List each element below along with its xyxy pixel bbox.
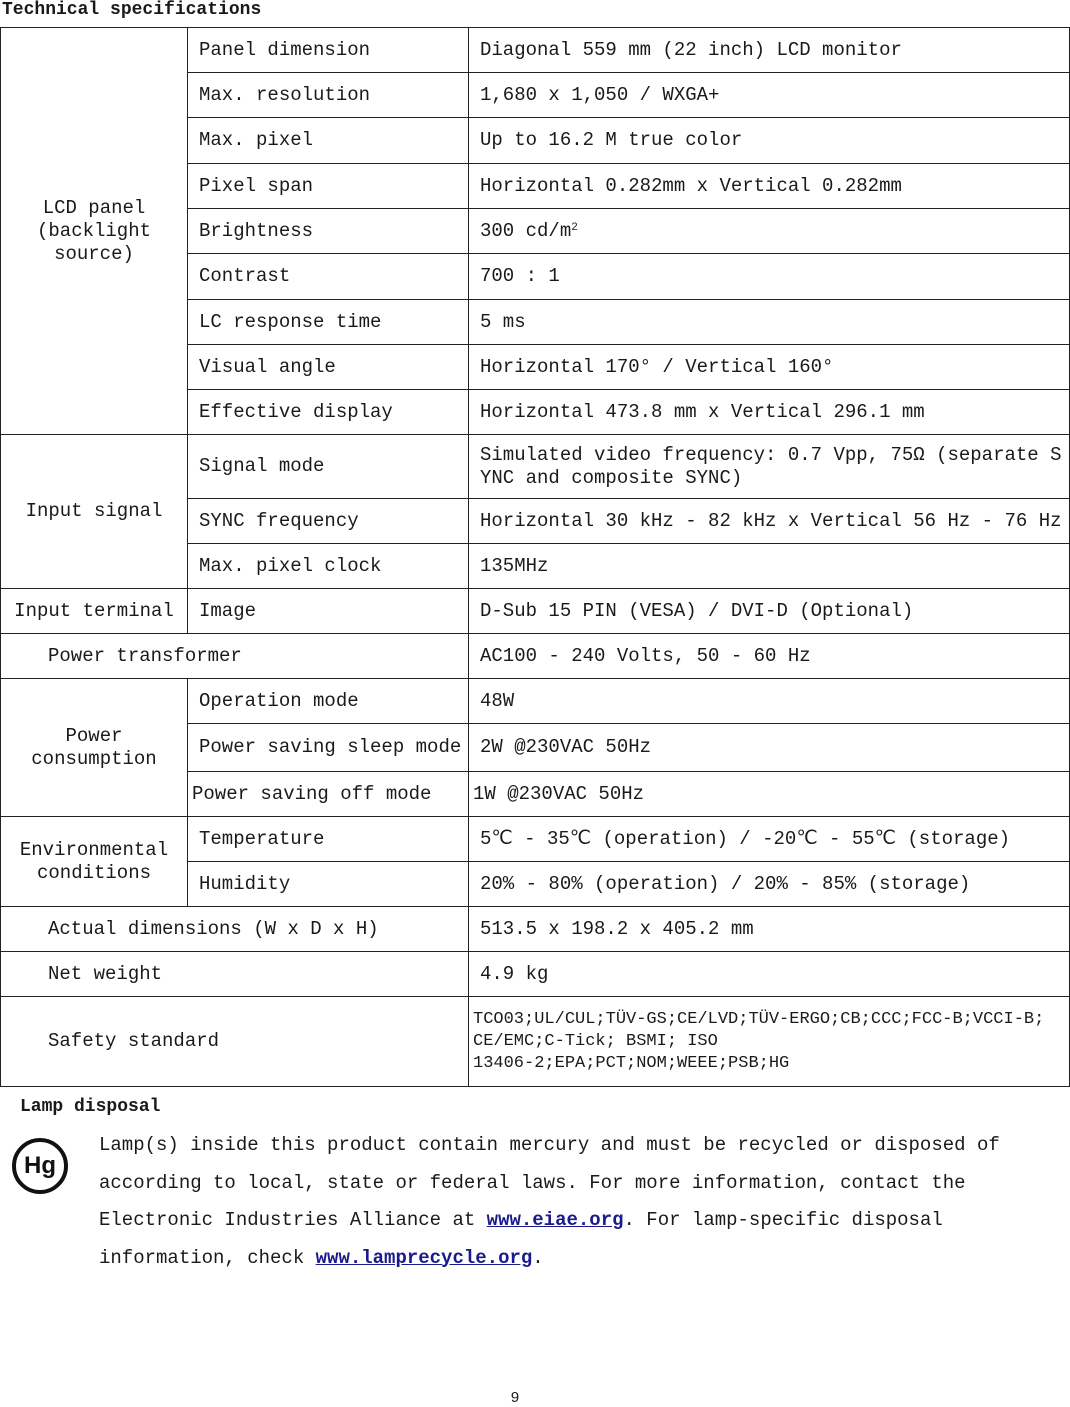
spec-value: 700 : 1: [469, 254, 1070, 300]
spec-label: Image: [188, 589, 469, 634]
spec-label: Power saving off mode: [188, 772, 469, 817]
spec-label: Effective display: [188, 390, 469, 435]
spec-value: 48W: [469, 679, 1070, 724]
lamp-text-part: . For lamp-specific disposal information, check: [99, 1209, 943, 1269]
spec-value: AC100 - 240 Volts, 50 - 60 Hz: [469, 634, 1070, 679]
spec-table: [0, 27, 1070, 1087]
input-terminal-category: Input terminal: [1, 589, 188, 634]
spec-value: Diagonal 559 mm (22 inch) LCD monitor: [469, 28, 1070, 73]
spec-label: Max. pixel: [188, 118, 469, 164]
spec-label: Max. resolution: [188, 73, 469, 118]
spec-value: Horizontal 30 kHz - 82 kHz x Vertical 56 Hz - 76 Hz: [469, 499, 1070, 544]
lamp-text-part: .: [532, 1246, 544, 1269]
table-row: [1, 634, 1070, 679]
spec-value: 1W @230VAC 50Hz: [469, 772, 1070, 817]
spec-value: 4.9 kg: [469, 952, 1070, 997]
lamp-disposal-text: [99, 1127, 1067, 1277]
spec-label: Safety standard: [1, 997, 469, 1087]
lcd-panel-category: LCD panel (backlight source): [1, 28, 188, 435]
spec-value: 20% - 80% (operation) / 20% - 85% (storage): [469, 862, 1070, 907]
spec-value: 135MHz: [469, 544, 1070, 589]
spec-value: 5 ms: [469, 300, 1070, 345]
spec-label: Contrast: [188, 254, 469, 300]
spec-label: Power saving sleep mode: [188, 724, 469, 772]
spec-value: D-Sub 15 PIN (VESA) / DVI-D (Optional): [469, 589, 1070, 634]
spec-label: Brightness: [188, 209, 469, 254]
table-row: [1, 589, 1070, 634]
eiae-link[interactable]: www.eiae.org: [486, 1209, 624, 1231]
spec-label: Panel dimension: [188, 28, 469, 73]
safety-line: TCO03;UL/CUL;TÜV-GS;CE/LVD;TÜV-ERGO;CB;CCC;FCC-B;VCCI-B;: [473, 1009, 1045, 1029]
spec-value: Horizontal 0.282mm x Vertical 0.282mm: [469, 164, 1070, 209]
table-row: [1, 817, 1070, 862]
table-row: [1, 679, 1070, 724]
spec-label: Net weight: [1, 952, 469, 997]
spec-label: Actual dimensions (W x D x H): [1, 907, 469, 952]
spec-label: Temperature: [188, 817, 469, 862]
spec-value: Horizontal 473.8 mm x Vertical 296.1 mm: [469, 390, 1070, 435]
page-number: 9: [510, 1390, 520, 1407]
spec-label: Visual angle: [188, 345, 469, 390]
input-signal-category: Input signal: [1, 435, 188, 589]
lamp-text-part: Lamp(s) inside this product contain mercury and must be recycled or disposed of according to local, state or federal laws. For more information, contact the Electronic Industries Alliance at: [99, 1134, 1000, 1231]
spec-label: Signal mode: [188, 435, 469, 499]
table-row: [1, 435, 1070, 499]
spec-label: LC response time: [188, 300, 469, 345]
page-title: Technical specifications: [2, 0, 262, 20]
spec-value: 513.5 x 198.2 x 405.2 mm: [469, 907, 1070, 952]
spec-value: Horizontal 170° / Vertical 160°: [469, 345, 1070, 390]
safety-standard-value: [469, 997, 1070, 1087]
mercury-hg-icon: [12, 1138, 68, 1194]
spec-label: Humidity: [188, 862, 469, 907]
spec-label: Operation mode: [188, 679, 469, 724]
spec-label: Max. pixel clock: [188, 544, 469, 589]
spec-value: 1,680 x 1,050 / WXGA+: [469, 73, 1070, 118]
environmental-category: Environmental conditions: [1, 817, 188, 907]
spec-value: 5℃ - 35℃ (operation) / -20℃ - 55℃ (storage): [469, 817, 1070, 862]
safety-line: CE/EMC;C-Tick; BSMI; ISO: [473, 1031, 718, 1051]
table-row: [1, 952, 1070, 997]
table-row: [1, 907, 1070, 952]
spec-value: Up to 16.2 M true color: [469, 118, 1070, 164]
lamprecycle-link[interactable]: www.lamprecycle.org: [315, 1246, 533, 1269]
safety-line: 13406-2;EPA;PCT;NOM;WEEE;PSB;HG: [473, 1053, 790, 1073]
spec-label: Pixel span: [188, 164, 469, 209]
spec-value: 2W @230VAC 50Hz: [469, 724, 1070, 772]
superscript: 2: [571, 221, 578, 234]
hg-icon-text: Hg: [24, 1152, 56, 1179]
table-row: [1, 997, 1070, 1087]
brightness-value: 300 cd/m: [480, 219, 572, 242]
table-row: [1, 28, 1070, 73]
spec-label: SYNC frequency: [188, 499, 469, 544]
spec-value: [469, 209, 1070, 254]
spec-value: Simulated video frequency: 0.7 Vpp, 75Ω (separate SYNC and composite SYNC): [469, 435, 1070, 499]
spec-label: Power transformer: [1, 634, 469, 679]
lamp-disposal-heading: Lamp disposal: [20, 1097, 161, 1117]
power-consumption-category: Power consumption: [1, 679, 188, 817]
